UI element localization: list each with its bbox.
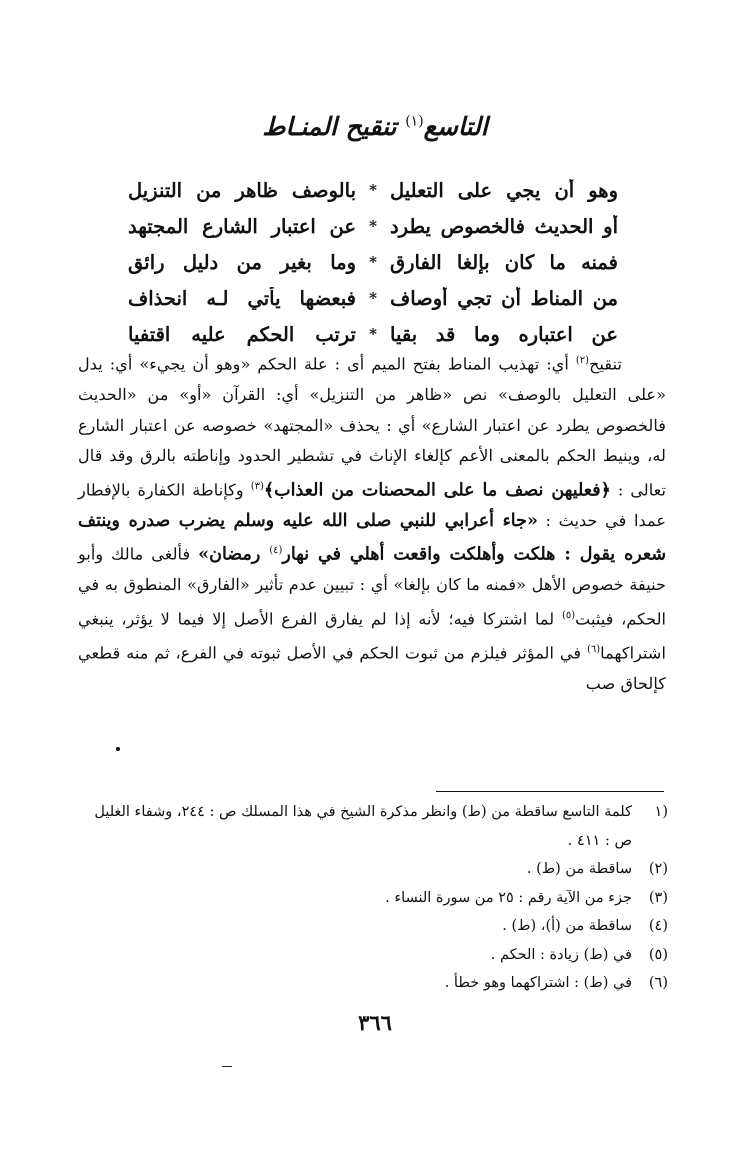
footnote-marker: (٥): [561, 609, 576, 621]
poem-verses: [128, 172, 618, 352]
chapter-title: [150, 112, 600, 141]
hadith-quote: «جاء أعرابي للنبي صلى الله عليه وسلم يضرب صدره وينتف شعره يقول : هلكت وأهلكت واقعت أهلي في نهار: [78, 510, 667, 565]
hadith-quote-end: رمضان»: [198, 544, 270, 565]
footnote-number: (١: [654, 804, 668, 820]
verse-separator-star: *: [369, 181, 377, 199]
verse-separator-star: *: [369, 289, 377, 307]
footnote-text: ساقطة من (ط) .: [526, 861, 632, 877]
verse-first-half: من المناط أن تجي أوصاف: [390, 286, 618, 310]
footnotes: [80, 798, 668, 998]
quran-quote: ﴿فعليهن نصف ما على المحصنات من العذاب﴾: [263, 480, 611, 501]
verse-line: [128, 244, 618, 280]
commentary-segment: وكإناطة الكفارة بالإفطار عمدا في حديث :: [78, 480, 666, 530]
verse-line: [128, 208, 618, 244]
commentary-segment: فألغى مالك وأبو حنيفة خصوص الأهل «فمنه ما كان بإلغا» أي : تبيين عدم تأثير «الفارق» المنطوق به في الحكم، فيثبت: [78, 544, 666, 629]
verse-separator-star: *: [369, 325, 377, 343]
footnote-item: [80, 969, 668, 998]
commentary-text: [78, 346, 666, 699]
footnote-number: (٣): [648, 889, 668, 906]
verse-first-half: أو الحديث فالخصوص يطرد: [390, 214, 618, 238]
verse-first-half: عن اعتباره وما قد بقيا: [390, 322, 618, 346]
footnote-item: [80, 912, 668, 941]
footnote-marker: (٦): [586, 643, 601, 655]
footnote-text: جزء من الآية رقم : ٢٥ من سورة النساء .: [385, 889, 632, 906]
stray-dash-mark: [222, 1066, 232, 1067]
commentary-segment: تنقيح: [589, 354, 622, 374]
commentary-segment: أي: تهذيب المناط بفتح الميم أى : علة الحكم «وهو أن يجيء» أي: يدل «على التعليل بالوصف» نص «ظاهر من التنزيل» أي: القرآن «أو» من «الحديث فالخصوص يطرد عن اعتبار الشارع» أي : يحذف «المجتهد» خصوصه عن اعتبار الشارع له، وينيط الحكم بالمعنى الأعم كإلغاء الإناث في تشطير الحدود وإناطته بالرق وقد قال تعالى :: [78, 354, 666, 500]
page-number: ٣٦٦: [358, 1010, 392, 1035]
footnote-text: في (ط) : اشتراكهما وهو خطأ .: [444, 975, 632, 991]
footnote-item: [80, 884, 668, 913]
commentary-segment: في المؤثر فيلزم من ثبوت الحكم في الأصل ثبوته في الفرع، ثم منه قطعي كإلحاق صب: [78, 643, 666, 693]
verse-first-half: فمنه ما كان بإلغا الفارق: [390, 250, 618, 274]
verse-second-half: عن اعتبار الشارع المجتهد: [128, 214, 356, 238]
verse-separator-star: *: [369, 253, 377, 271]
verse-second-half: ترتب الحكم عليه اقتفيا: [128, 322, 356, 346]
footnote-text: في (ط) زيادة : الحكم .: [490, 946, 632, 963]
verse-separator-star: *: [369, 217, 377, 235]
footnote-marker: (٤): [269, 545, 283, 557]
footnote-number: (٢): [648, 861, 668, 877]
commentary-paragraph: [78, 346, 666, 699]
footnote-marker: (٣): [250, 480, 264, 492]
verse-second-half: بالوصف ظاهر من التنزيل: [128, 178, 356, 202]
stray-dot-mark: [116, 747, 120, 751]
footnote-number: (٤): [648, 918, 668, 934]
footnote-number: (٥): [648, 946, 668, 963]
verse-second-half: فبعضها يأتي لـه انحذاف: [128, 286, 356, 310]
chapter-title-footnote-marker: (١): [405, 113, 424, 130]
footnote-marker: (٢): [575, 355, 590, 366]
footnote-item: [80, 855, 668, 884]
chapter-title-subject: تنقيح المنـاط: [262, 112, 397, 141]
footnote-divider: [436, 791, 664, 792]
chapter-title-word: التاسع: [423, 112, 488, 141]
verse-line: [128, 280, 618, 316]
verse-second-half: وما بغير من دليل رائق: [128, 250, 356, 274]
footnote-item: [80, 941, 668, 970]
commentary-segment: لما اشتركا فيه؛ لأنه إذا لم يفارق الفرع الأصل إلا فيما لا يؤثر، ينبغي اشتراكهما: [78, 609, 666, 663]
footnote-number: (٦): [648, 975, 668, 991]
verse-first-half: وهو أن يجي على التعليل: [390, 178, 618, 202]
verse-line: [128, 172, 618, 208]
footnote-item: [80, 798, 668, 855]
footnote-text: كلمة التاسع ساقطة من (ط) وانظر مذكرة الشيخ في هذا المسلك ص : ٢٤٤، وشفاء الغليل ص : ٤١١ .: [94, 804, 632, 849]
footnote-text: ساقطة من (أ)، (ط) .: [502, 918, 632, 934]
